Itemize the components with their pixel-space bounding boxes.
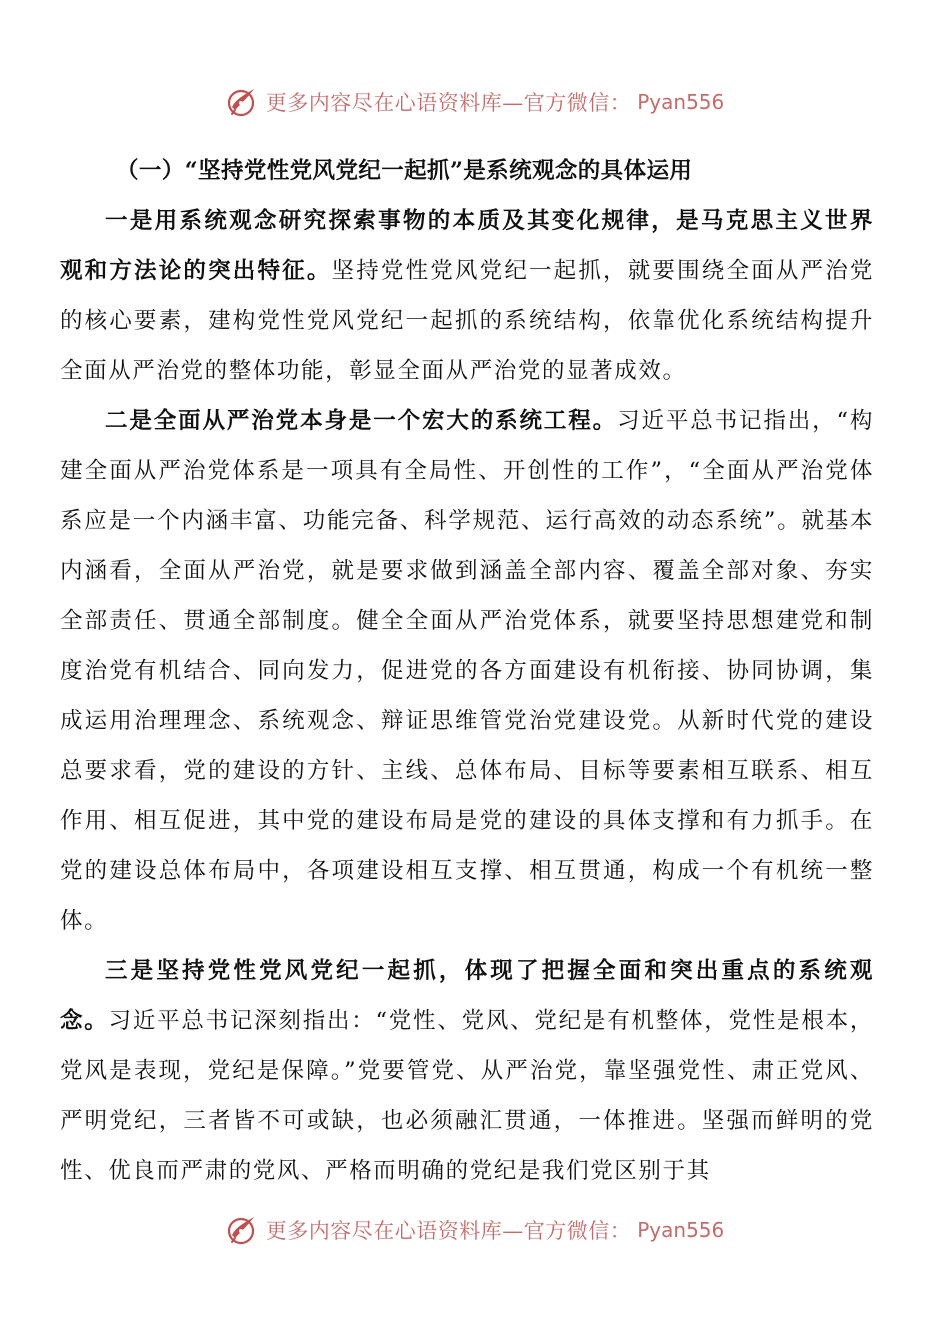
paragraph-2 bbox=[60, 396, 874, 946]
watermark-footer bbox=[0, 1210, 950, 1250]
paragraph-3-lead: 三是坚持党性党风党纪一起抓，体现了把握全面和突出重点的系统观念。 bbox=[60, 958, 874, 1034]
pen-logo-icon bbox=[226, 1213, 260, 1247]
watermark-header bbox=[0, 82, 950, 122]
paragraph-2-lead: 二是全面从严治党本身是一个宏大的系统工程。 bbox=[105, 408, 618, 434]
watermark-text: 更多内容尽在心语资料库—官方微信： bbox=[265, 91, 632, 115]
paragraph-3-body: 习近平总书记深刻指出：“党性、党风、党纪是有机整体，党性是根本，党风是表现，党纪是保障。”党要管党、从严治党，靠坚强党性、肃正党风、严明党纪，三者皆不可或缺，也必须融汇贯通，一体推进。坚强而鲜明的党性、优良而严肃的党风、严格而明确的党纪是我们党区别于其 bbox=[60, 1008, 874, 1184]
watermark-text: 更多内容尽在心语资料库—官方微信： bbox=[265, 1219, 632, 1243]
paragraph-3 bbox=[60, 946, 874, 1196]
paragraph-1 bbox=[60, 196, 874, 396]
watermark-wechat-id: Pyan556 bbox=[637, 1218, 725, 1242]
paragraph-1-body: 坚持党性党风党纪一起抓，就要围绕全面从严治党的核心要素，建构党性党风党纪一起抓的系统结构，依靠优化系统结构提升全面从严治党的整体功能，彰显全面从严治党的显著成效。 bbox=[60, 258, 874, 384]
pen-logo-icon bbox=[226, 85, 260, 119]
paragraph-2-body: 习近平总书记指出，“构建全面从严治党体系是一项具有全局性、开创性的工作”，“全面从严治党体系应是一个内涵丰富、功能完备、科学规范、运行高效的动态系统”。就基本内涵看，全面从严治党，就是要求做到涵盖全部内容、覆盖全部对象、夯实全部责任、贯通全部制度。健全全面从严治党体系，就要坚持思想建党和制度治党有机结合、同向发力，促进党的各方面建设有机衔接、协同协调，集成运用治理理念、系统观念、辩证思维管党治党建设党。从新时代党的建设总要求看，党的建设的方针、主线、总体布局、目标等要素相互联系、相互作用、相互促进，其中党的建设布局是党的建设的具体支撑和有力抓手。在党的建设总体布局中，各项建设相互支撑、相互贯通，构成一个有机统一整体。 bbox=[60, 408, 874, 934]
paragraph-1-lead: 一是用系统观念研究探索事物的本质及其变化规律，是马克思主义世界观和方法论的突出特征。 bbox=[60, 208, 874, 284]
watermark-wechat-id: Pyan556 bbox=[637, 90, 725, 114]
document-body bbox=[60, 146, 874, 1196]
section-title: （一）“坚持党性党风党纪一起抓”是系统观念的具体运用 bbox=[116, 158, 693, 184]
